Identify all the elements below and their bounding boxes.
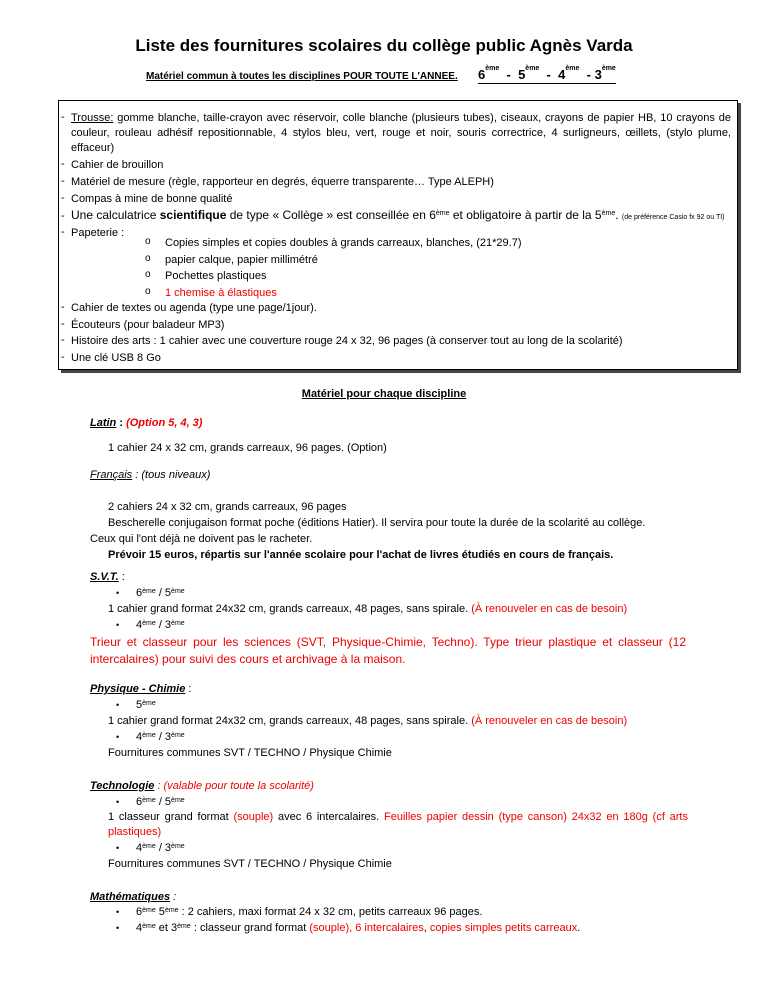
common-label-dot: . (454, 71, 458, 82)
maths-item: 6ème 5ème : 2 cahiers, maxi format 24 x 32 cm, petits carreaux 96 pages. (136, 906, 483, 918)
physique-item: Fournitures communes SVT / TECHNO / Physique Chimie (108, 747, 392, 759)
trousse-text: gomme blanche, taille-crayon avec réservoir, colle blanche (plusieurs tubes), ciseaux, crayons de papier HB, 10 crayons de couleur, rouleau adhésif repositionnable, 4 stylos bleu, vert, rouge et noir, souris correctrice, 4 surligneurs, œillets, (stylo plume, effaceur) (71, 112, 731, 154)
papeterie-label: Papeterie : (71, 227, 125, 239)
physique-level-4-3: 4ème / 3ème (136, 731, 185, 743)
sub-bullet: o (145, 253, 151, 264)
techno-level-6-5: 6ème / 5ème (136, 796, 185, 808)
sub-bullet: o (145, 269, 151, 280)
svt-level-4-3: 4ème / 3ème (136, 619, 185, 631)
francais-item: Ceux qui l'ont déjà ne doivent pas le racheter. (90, 533, 313, 545)
level-sep-3: - (586, 67, 591, 82)
svt-level-6-5: 6ème / 5ème (136, 587, 185, 599)
list-dash: - (61, 192, 65, 204)
latin-name: Latin (90, 417, 117, 429)
list-item: Écouteurs (pour baladeur MP3) (71, 319, 225, 331)
maths-name: Mathématiques (90, 891, 171, 903)
papeterie-item: papier calque, papier millimétré (165, 254, 318, 266)
svt-name: S.V.T. (90, 571, 119, 583)
techno-level-4-3: 4ème / 3ème (136, 842, 185, 854)
common-materials-label (146, 71, 458, 82)
francais-heading: Français : (tous niveaux) (90, 469, 211, 481)
list-item: Cahier de brouillon (71, 159, 164, 171)
bullet: • (116, 923, 120, 933)
techno-heading: Technologie : (valable pour toute la scolarité) (90, 780, 314, 792)
list-dash: - (61, 318, 65, 330)
list-dash: - (61, 226, 65, 238)
common-label-text: Matériel commun à toutes les disciplines POUR TOUTE L'ANNEE (146, 71, 455, 82)
common-materials-box (58, 100, 738, 370)
level-3: 3ème (594, 65, 616, 82)
calculator-item: Une calculatrice scientifique de type « Collège » est conseillée en 6ème et obligatoire à partir de la 5ème. (de préférence Casio fx 92 ou TI) (71, 208, 725, 222)
list-dash: - (61, 301, 65, 313)
francais-item: 2 cahiers 24 x 32 cm, grands carreaux, 96 pages (108, 501, 347, 513)
list-item: Matériel de mesure (règle, rapporteur en degrés, équerre transparente… Type ALEPH) (71, 176, 494, 188)
svt-heading: S.V.T. : (90, 571, 125, 583)
level-5: 5ème (518, 65, 540, 82)
maths-item: 4ème et 3ème : classeur grand format (souple), 6 intercalaires, copies simples petits carreaux. (136, 922, 581, 934)
techno-item: Fournitures communes SVT / TECHNO / Physique Chimie (108, 858, 392, 870)
francais-item: Bescherelle conjugaison format poche (éditions Hatier). Il servira pour toute la durée de la scolarité au collège. (108, 517, 646, 529)
papeterie-item-red: 1 chemise à élastiques (165, 287, 277, 299)
physique-heading: Physique - Chimie : (90, 683, 192, 695)
disciplines-title: Matériel pour chaque discipline (301, 388, 467, 400)
trousse-label: Trousse: (71, 112, 114, 124)
bullet: • (116, 732, 120, 742)
level-sep-1: - (506, 67, 511, 82)
latin-item: 1 cahier 24 x 32 cm, grands carreaux, 96 pages. (Option) (108, 442, 387, 454)
physique-item: 1 cahier grand format 24x32 cm, grands carreaux, 48 pages, sans spirale. (À renouveler en cas de besoin) (108, 715, 628, 727)
list-dash: - (61, 111, 65, 123)
level-4: 4ème (558, 65, 580, 82)
list-dash: - (61, 351, 65, 363)
page-title: Liste des fournitures scolaires du collège public Agnès Varda (135, 36, 633, 55)
bullet: • (116, 700, 120, 710)
list-dash: - (61, 158, 65, 170)
sub-bullet: o (145, 236, 151, 247)
physique-name: Physique - Chimie (90, 683, 186, 695)
physique-level-5: 5ème (136, 699, 156, 711)
latin-heading: Latin : (Option 5, 4, 3) (90, 417, 203, 429)
papeterie-item: Copies simples et copies doubles à grands carreaux, blanches, (21*29.7) (165, 237, 522, 249)
francais-budget: Prévoir 15 euros, répartis sur l'année scolaire pour l'achat de livres étudiés en cours de français. (108, 549, 614, 561)
techno-item: 1 classeur grand format (souple) avec 6 intercalaires. Feuilles papier dessin (type canson) 24x32 en 180g (cf arts plastiques) (108, 811, 688, 838)
techno-name: Technologie (90, 780, 155, 792)
maths-heading: Mathématiques : (90, 891, 177, 903)
bullet: • (116, 620, 120, 630)
papeterie-item: Pochettes plastiques (165, 270, 267, 282)
bullet: • (116, 907, 120, 917)
bullet: • (116, 588, 120, 598)
level-6: 6ème (478, 65, 500, 82)
list-dash: - (61, 210, 65, 222)
latin-option: (Option 5, 4, 3) (126, 417, 203, 429)
level-sep-2: - (546, 67, 551, 82)
grade-levels (478, 67, 616, 84)
list-item: Une clé USB 8 Go (71, 352, 161, 364)
list-item: Compas à mine de bonne qualité (71, 193, 233, 205)
trousse-item (71, 111, 731, 156)
list-dash: - (61, 334, 65, 346)
svt-item: 1 cahier grand format 24x32 cm, grands carreaux, 48 pages, sans spirale. (À renouveler en cas de besoin) (108, 603, 628, 615)
bullet: • (116, 797, 120, 807)
list-item: Cahier de textes ou agenda (type une page/1jour). (71, 302, 317, 314)
list-item: Histoire des arts : 1 cahier avec une couverture rouge 24 x 32, 96 pages (à conserver tout au long de la scolarité) (71, 335, 623, 347)
sub-bullet: o (145, 286, 151, 297)
list-dash: - (61, 175, 65, 187)
bullet: • (116, 843, 120, 853)
francais-name: Français (90, 469, 133, 481)
svt-trieur-note: Trieur et classeur pour les sciences (SVT, Physique-Chimie, Techno). Type trieur plastique et classeur (12 intercalaires) pour suivi des cours et archivage à la maison. (90, 635, 686, 666)
